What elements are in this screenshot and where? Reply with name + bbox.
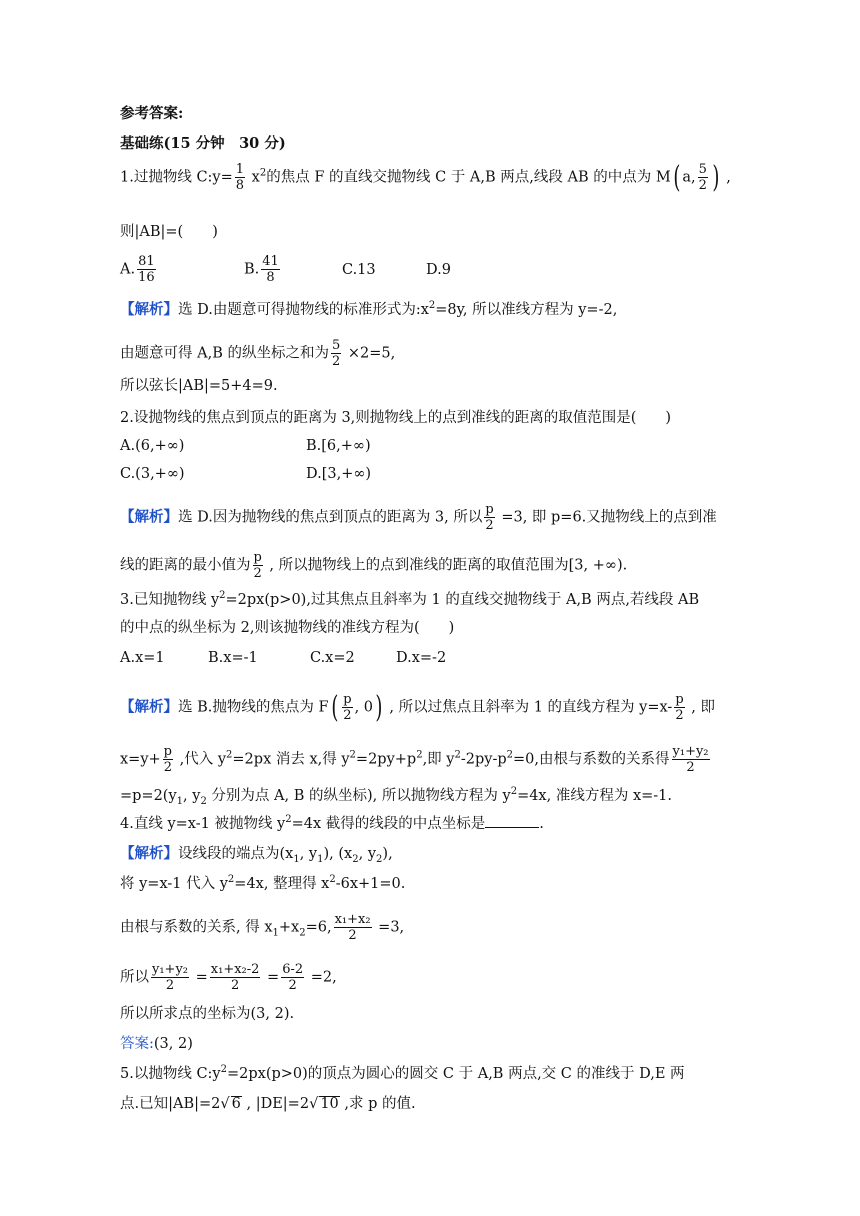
fraction: $\frac{5}{2}$: [698, 162, 707, 193]
right-paren: ): [712, 159, 720, 195]
q1-solution-line1: 【解析】选 D.由题意可得抛物线的标准形式为$:x^2=8y$, 所以准线方程为 y=-2,: [120, 300, 618, 318]
q2-options-row2: [120, 464, 371, 484]
answer-tag: 答案:: [120, 1036, 154, 1052]
q1-options: [120, 254, 451, 285]
sqrt-symbol: √: [220, 1096, 230, 1112]
q3-option-b: B.x=-1: [208, 650, 258, 666]
q4-solution-line1: 【解析】设线段的端点为($x_1$, $y_1$), ($x_2$, $y_2$),: [120, 845, 393, 865]
left-paren: (: [673, 159, 681, 195]
answer-heading: 参考答案:: [120, 105, 184, 122]
q1-solution-line3: 所以弦长|AB|=5+4=9.: [120, 378, 278, 394]
q2-option-d: D.[3,+∞): [306, 466, 372, 482]
q1-stem-part: 1.过抛物线 C:y=: [120, 169, 233, 186]
q2-options-row1: [120, 436, 371, 456]
q3-stem-line2: 的中点的纵坐标为 2,则该抛物线的准线方程为( ): [120, 620, 455, 636]
q3-option-a: A.x=1: [120, 650, 165, 666]
q2-option-a: A.(6,+∞): [120, 438, 185, 454]
q4-answer-value: (3, 2): [153, 1036, 193, 1052]
q4-solution-line4: 所以 $\frac{\text{y₁+y₂}}{2}$ = $\frac{\text{x₁+x₂-2}}{2}$ = $\frac{6-2}{2}$ =2,: [120, 962, 337, 993]
q5-stem-line2: 点.已知|AB|=2√ 6 , |DE|=2√ 10 ,求 p 的值.: [120, 1096, 416, 1112]
q3-option-d: D.x=-2: [396, 650, 447, 666]
section-title: 基础练(15 分钟 30 分): [120, 135, 286, 152]
q2-option-b: B.[6,+∞): [306, 438, 371, 454]
q5-stem-line1: 5.以抛物线 $C:y^2=2px(p>0)$的顶点为圆心的圆交 C 于 A,B 两点,交 C 的准线于 D,E 两: [120, 1064, 685, 1082]
q3-solution-line3: $=p=2(y_1$, $y_2$ 分别为点 A, B 的纵坐标), 所以抛物线方程为 $y^2=4x$, 准线方程为 x=-1.: [120, 786, 673, 807]
q3-solution-line1: 【解析】选 B.抛物线的焦点为 F( $\frac{p}{2}$ , 0) , 所以过焦点且斜率为 1 的直线方程为 y=x- $\frac{p}{2}$ , 即: [120, 689, 715, 725]
q4-solution-line3: 由根与系数的关系, 得 $x_1+x_2=6$, $\frac{\text{x₁+x₂}}{2}$ =3,: [120, 912, 405, 943]
q3-option-c: C.x=2: [310, 650, 355, 666]
analysis-tag: 【解析】: [120, 301, 178, 318]
q4-stem: 4.直线 y=x-1 被抛物线 $y^2=4x$ 截得的线段的中点坐标是 .: [120, 814, 544, 832]
q1-option-b: B. $\frac{41}{8}$: [244, 254, 279, 285]
q1-stem: 1.过抛物线 C:y= $\frac{1}{8}$ $x^2$的焦点 F 的直线交抛物线 C 于 A,B 两点,线段 AB 的中点为 M( a, $\frac{5}{2}$ ) ,: [120, 159, 731, 195]
q1-option-d: D.9: [426, 261, 451, 278]
fraction: $\frac{1}{8}$: [235, 162, 245, 193]
q2-stem: 2.设抛物线的焦点到顶点的距离为 3,则抛物线上的点到准线的距离的取值范围是( ): [120, 410, 672, 426]
q2-option-c: C.(3,+∞): [120, 466, 185, 482]
q1-option-c: C.13: [342, 261, 376, 278]
q4-solution-line5: 所以所求点的坐标为(3, 2).: [120, 1006, 295, 1022]
q3-stem-line1: 3.已知抛物线 $y^2=2px(p>0)$,过其焦点且斜率为 1 的直线交抛物线于 A,B 两点,若线段 AB: [120, 590, 700, 608]
q4-solution-line2: 将 y=x-1 代入 $y^2=4x$, 整理得 $x^2-6x+1=0$.: [120, 874, 406, 892]
q3-solution-line2: x=y+ $\frac{p}{2}$ ,代入 $y^2=2px$ 消去 x,得 $y^2=2py+p^2$,即 $y^2-2py-p^2=0$,由根与系数的关系得 $\frac{\text{y₁+y₂}}{2}$: [120, 744, 709, 775]
analysis-tag: 【解析】: [120, 508, 178, 526]
q3-options: [120, 648, 446, 668]
q1-solution-line2: 由题意可得 A,B 的纵坐标之和为 $\frac{5}{2}$ ×2=5,: [120, 338, 396, 369]
q2-solution-line1: 【解析】选 D.因为抛物线的焦点到顶点的距离为 3, 所以 $\frac{p}{2}$ =3, 即 p=6.又抛物线上的点到准: [120, 502, 717, 533]
answer-blank: [485, 815, 539, 828]
q4-answer: [120, 1034, 193, 1054]
analysis-tag: 【解析】: [120, 845, 178, 862]
analysis-tag: 【解析】: [120, 698, 178, 716]
sqrt-symbol: √: [309, 1096, 319, 1112]
q1-stem-line2: 则|AB|=( ): [120, 224, 218, 240]
q1-option-a: A. $\frac{81}{16}$: [120, 254, 155, 285]
q2-solution-line2: 线的距离的最小值为 $\frac{p}{2}$ , 所以抛物线上的点到准线的距离的取值范围为[3, +∞).: [120, 550, 628, 581]
